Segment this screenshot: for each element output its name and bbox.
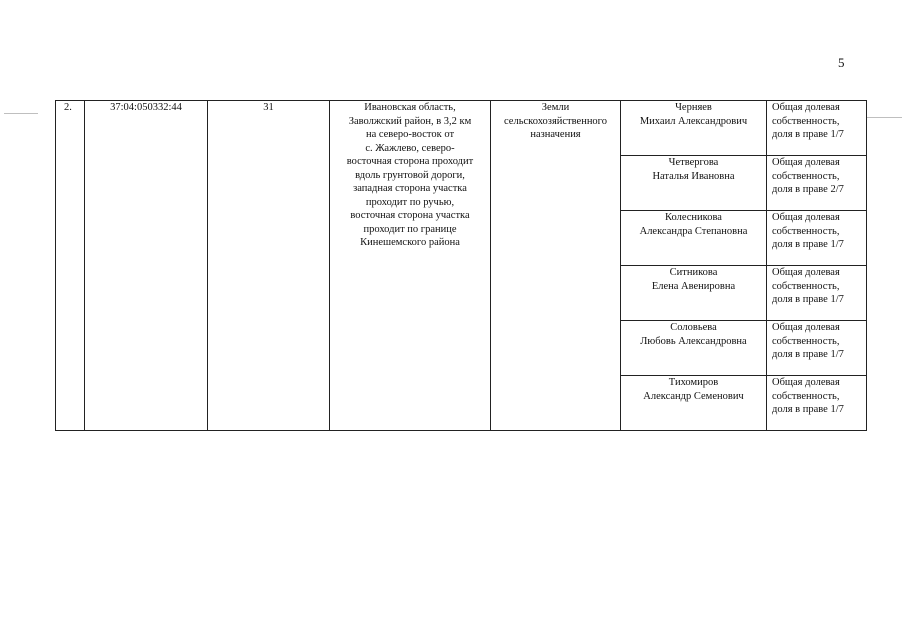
ownership-right (767, 266, 867, 321)
right-line: собственность, (772, 390, 840, 402)
address-line: с. Жажлево, северо- (365, 142, 455, 154)
right-line: Общая долевая (772, 377, 840, 388)
address-line: проходит по границе (363, 223, 457, 235)
cadastral-number: 37:04:050332:44 (85, 101, 208, 431)
table-row (56, 101, 867, 156)
right-line: Общая долевая (772, 322, 840, 333)
owner-cell (621, 321, 767, 376)
right-line: Общая долевая (772, 267, 840, 278)
scan-mark-left (4, 113, 38, 114)
land-category (491, 101, 621, 431)
address-line: на северо-восток от (365, 129, 455, 140)
right-line: Общая долевая (772, 102, 840, 113)
land-registry-table (55, 100, 867, 431)
owner-name: Любовь Александровна (640, 335, 747, 347)
owner-surname: Тихомиров (668, 377, 719, 388)
owner-cell (621, 211, 767, 266)
owner-name: Александра Степановна (639, 225, 748, 237)
right-line: доля в праве 1/7 (772, 239, 844, 250)
right-line: собственность, (772, 115, 840, 127)
owner-name: Александр Семенович (643, 390, 744, 402)
owner-cell (621, 101, 767, 156)
owner-name: Елена Авенировна (651, 280, 736, 292)
address-line: Кинешемского района (360, 237, 460, 248)
ownership-right (767, 156, 867, 211)
right-line: собственность, (772, 225, 840, 237)
location-description (330, 101, 491, 431)
right-line: доля в праве 2/7 (772, 184, 844, 195)
right-line: собственность, (772, 335, 840, 347)
right-line: Общая долевая (772, 157, 840, 168)
category-line: Земли (541, 102, 570, 113)
owner-name: Наталья Ивановна (652, 170, 735, 182)
ownership-right (767, 376, 867, 431)
address-line: Ивановская область, (364, 102, 456, 113)
ownership-right (767, 321, 867, 376)
record-number: 2. (56, 101, 85, 431)
land-area: 31 (208, 101, 330, 431)
right-line: собственность, (772, 280, 840, 292)
ownership-right (767, 211, 867, 266)
right-line: собственность, (772, 170, 840, 182)
category-line: назначения (530, 129, 581, 140)
right-line: доля в праве 1/7 (772, 349, 844, 360)
address-line: Заволжский район, в 3,2 км (348, 115, 472, 127)
address-line: вдоль грунтовой дороги, (355, 169, 465, 181)
address-line: восточная сторона проходит (346, 156, 474, 167)
address-line: западная сторона участка (353, 183, 467, 194)
owner-cell (621, 266, 767, 321)
owner-surname: Ситникова (669, 267, 718, 278)
ownership-right (767, 101, 867, 156)
right-line: доля в праве 1/7 (772, 404, 844, 415)
owner-name: Михаил Александрович (639, 115, 748, 127)
owner-surname: Черняев (675, 102, 712, 113)
right-line: доля в праве 1/7 (772, 294, 844, 305)
owner-surname: Четвергова (668, 157, 719, 168)
address-line: восточная сторона участка (350, 210, 470, 221)
owner-cell (621, 376, 767, 431)
page-number: 5 (838, 55, 845, 70)
right-line: доля в праве 1/7 (772, 129, 844, 140)
category-line: сельскохозяйственного (504, 115, 607, 127)
right-line: Общая долевая (772, 212, 840, 223)
owner-cell (621, 156, 767, 211)
address-line: проходит по ручью, (365, 196, 455, 208)
owner-surname: Колесникова (665, 212, 722, 223)
scan-mark-right (866, 117, 902, 118)
owner-surname: Соловьева (670, 322, 717, 333)
